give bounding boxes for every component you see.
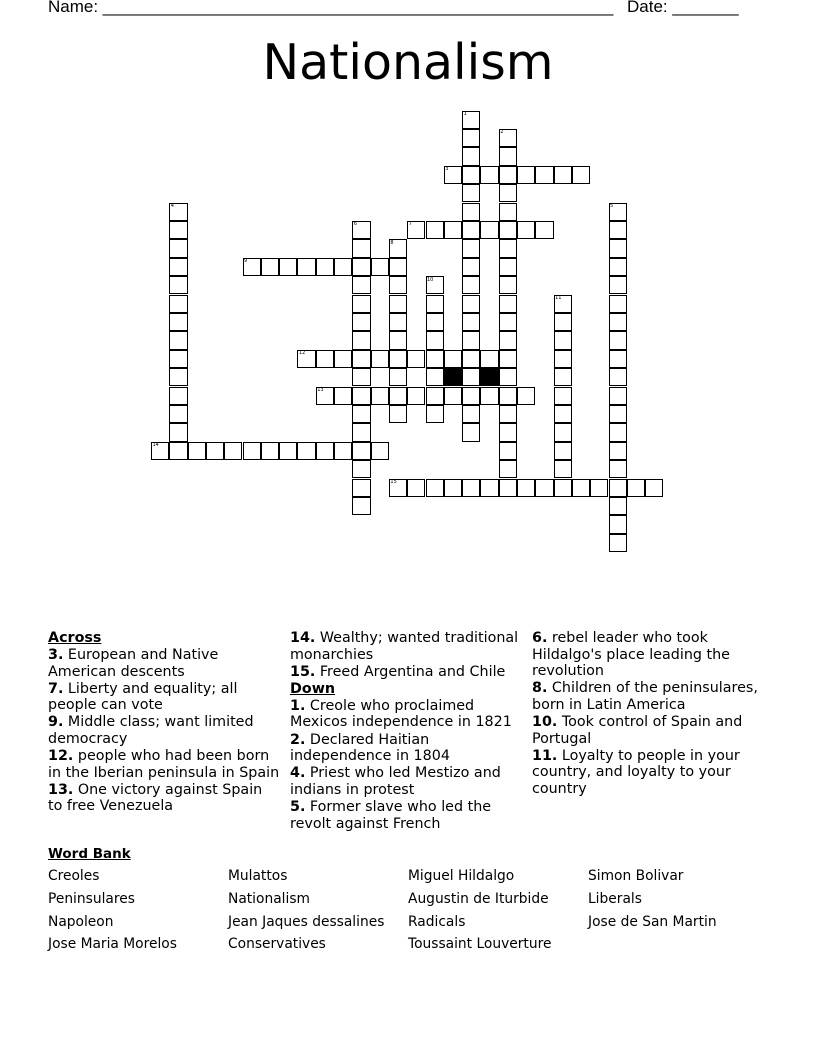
grid-cell[interactable] (352, 239, 370, 257)
grid-cell[interactable] (352, 442, 370, 460)
grid-cell[interactable] (334, 442, 352, 460)
grid-cell[interactable] (352, 295, 370, 313)
grid-cell[interactable] (426, 313, 444, 331)
grid-cell[interactable] (462, 221, 480, 239)
grid-cell[interactable] (352, 331, 370, 349)
word-bank-heading: Word Bank (48, 846, 131, 862)
grid-cell[interactable] (499, 147, 517, 165)
clue-text: people who had been born in the Iberian peninsula in Spain (48, 748, 280, 781)
grid-cell[interactable] (462, 423, 480, 441)
clue-number-label: 6 (353, 221, 357, 228)
clue-text: Wealthy; wanted traditional monarchies (290, 630, 519, 663)
word-bank-item: Jose de San Martin (588, 914, 717, 930)
grid-cell[interactable] (499, 239, 517, 257)
clue-number: 12. (48, 748, 74, 765)
clue-item (48, 681, 280, 714)
clue-text: Priest who led Mestizo and indians in protest (290, 765, 501, 798)
grid-cell[interactable] (462, 166, 480, 184)
grid-cell[interactable] (462, 184, 480, 202)
clue-item (532, 748, 764, 798)
grid-cell[interactable] (169, 423, 187, 441)
grid-cell[interactable] (535, 221, 553, 239)
grid-cell[interactable] (462, 313, 480, 331)
grid-cell[interactable] (334, 350, 352, 368)
grid-cell[interactable] (609, 405, 627, 423)
grid-cell[interactable] (499, 203, 517, 221)
grid-cell[interactable] (499, 184, 517, 202)
grid-cell[interactable] (426, 479, 444, 497)
grid-cell[interactable] (206, 442, 224, 460)
word-bank-item: Radicals (408, 914, 466, 930)
clue-number-label: 1 (463, 111, 467, 117)
grid-cell[interactable] (334, 258, 352, 276)
grid-cell[interactable] (389, 350, 407, 368)
grid-cell[interactable] (572, 166, 590, 184)
grid-cell[interactable] (352, 350, 370, 368)
name-field-label: Name: ______________________________________________________ (48, 0, 614, 16)
grid-cell[interactable] (426, 331, 444, 349)
grid-cell[interactable] (371, 442, 389, 460)
grid-cell[interactable] (609, 221, 627, 239)
clue-item (532, 680, 764, 713)
clues-column-3 (532, 630, 764, 798)
grid-cell[interactable] (554, 331, 572, 349)
grid-cell[interactable] (609, 423, 627, 441)
grid-cell[interactable] (243, 442, 261, 460)
grid-cell[interactable] (169, 258, 187, 276)
clue-number-label: 10 (427, 276, 434, 283)
clue-number: 2. (290, 731, 306, 748)
grid-cell[interactable] (169, 239, 187, 257)
grid-cell[interactable] (462, 129, 480, 147)
word-bank-item: Augustin de Iturbide (408, 891, 549, 907)
grid-cell[interactable] (554, 387, 572, 405)
grid-cell[interactable] (609, 350, 627, 368)
grid-cell[interactable] (279, 442, 297, 460)
clue-number: 15. (290, 663, 316, 680)
grid-cell[interactable] (609, 534, 627, 552)
grid-cell[interactable] (499, 331, 517, 349)
grid-cell[interactable] (462, 368, 480, 386)
grid-cell[interactable] (407, 387, 425, 405)
grid-cell[interactable] (169, 295, 187, 313)
clue-number-label: 13 (317, 387, 324, 393)
grid-cell[interactable] (609, 497, 627, 515)
grid-cell[interactable] (352, 258, 370, 276)
grid-cell[interactable] (407, 350, 425, 368)
grid-cell[interactable] (462, 331, 480, 349)
grid-cell[interactable] (480, 479, 498, 497)
clue-item (290, 664, 522, 681)
clue-text: Liberty and equality; all people can vote (48, 680, 238, 714)
clue-number: 4. (290, 765, 306, 782)
grid-cell[interactable] (316, 442, 334, 460)
grid-cell[interactable] (444, 350, 462, 368)
grid-cell[interactable] (389, 276, 407, 294)
grid-cell[interactable] (609, 276, 627, 294)
clue-number: 14. (290, 630, 316, 646)
grid-cell[interactable] (389, 405, 407, 423)
clue-number-label: 2 (500, 129, 504, 136)
grid-cell[interactable] (389, 368, 407, 386)
word-bank-item: Liberals (588, 891, 642, 907)
grid-cell[interactable] (462, 295, 480, 313)
grid-cell[interactable] (499, 368, 517, 386)
grid-cell[interactable] (554, 423, 572, 441)
grid-cell[interactable] (297, 258, 315, 276)
grid-cell[interactable] (334, 387, 352, 405)
grid-cell[interactable] (554, 350, 572, 368)
word-bank-item: Mulattos (228, 868, 288, 884)
grid-cell[interactable] (169, 313, 187, 331)
grid-cell[interactable] (462, 239, 480, 257)
word-bank-item: Creoles (48, 868, 100, 884)
grid-cell[interactable] (517, 166, 535, 184)
grid-cell[interactable] (462, 387, 480, 405)
word-bank-item: Nationalism (228, 891, 310, 907)
grid-cell[interactable] (499, 387, 517, 405)
clue-text: Middle class; want limited democracy (48, 714, 254, 748)
clue-section-heading: Across (48, 630, 102, 646)
grid-cell[interactable] (371, 350, 389, 368)
word-bank-item: Jose Maria Morelos (48, 936, 177, 952)
clue-text: Children of the peninsulares, born in Latin America (532, 680, 758, 713)
grid-cell[interactable] (426, 221, 444, 239)
grid-cell[interactable] (627, 479, 645, 497)
grid-cell[interactable] (609, 479, 627, 497)
grid-cell[interactable] (169, 331, 187, 349)
grid-cell[interactable] (169, 405, 187, 423)
clue-number-label: 3 (445, 166, 449, 173)
grid-cell[interactable] (426, 405, 444, 423)
grid-cell[interactable] (609, 313, 627, 331)
grid-cell[interactable] (609, 239, 627, 257)
grid-block (480, 368, 498, 386)
grid-cell[interactable] (462, 258, 480, 276)
grid-cell[interactable] (462, 276, 480, 294)
clue-text: Creole who proclaimed Mexicos independence in 1821 (290, 697, 512, 731)
word-bank-item: Napoleon (48, 914, 114, 930)
grid-cell[interactable] (169, 276, 187, 294)
grid-cell[interactable] (444, 221, 462, 239)
clue-number: 10. (532, 713, 558, 730)
grid-cell[interactable] (352, 497, 370, 515)
grid-cell[interactable] (517, 221, 535, 239)
clue-number: 6. (532, 630, 548, 646)
grid-cell[interactable] (609, 295, 627, 313)
clue-text: Loyalty to people in your country, and loyalty to your country (532, 747, 740, 797)
grid-cell[interactable] (554, 442, 572, 460)
clue-text: Freed Argentina and Chile (315, 663, 506, 680)
grid-cell[interactable] (389, 295, 407, 313)
grid-cell[interactable] (316, 258, 334, 276)
grid-block (444, 368, 462, 386)
clue-number-label: 4 (170, 203, 174, 209)
word-bank-item: Jean Jaques dessalines (228, 914, 385, 930)
grid-cell[interactable] (609, 515, 627, 533)
clue-text: Declared Haitian independence in 1804 (290, 731, 450, 765)
clue-number: 7. (48, 680, 64, 697)
grid-cell[interactable] (407, 479, 425, 497)
clue-number: 1. (290, 697, 306, 714)
grid-cell[interactable] (609, 368, 627, 386)
clue-number: 13. (48, 781, 74, 798)
grid-cell[interactable] (169, 221, 187, 239)
grid-cell[interactable] (499, 313, 517, 331)
clue-text: rebel leader who took Hildalgo's place leading the revolution (532, 630, 730, 680)
grid-cell[interactable] (371, 387, 389, 405)
grid-cell[interactable] (444, 387, 462, 405)
clue-item (532, 630, 764, 680)
grid-cell[interactable] (426, 295, 444, 313)
clue-number: 3. (48, 647, 64, 664)
grid-cell[interactable] (188, 442, 206, 460)
grid-cell[interactable] (609, 460, 627, 478)
grid-cell[interactable] (499, 258, 517, 276)
grid-cell[interactable] (352, 479, 370, 497)
clue-text: Former slave who led the revolt against French (290, 798, 492, 832)
grid-cell[interactable] (517, 387, 535, 405)
clue-number: 11. (532, 747, 558, 764)
grid-cell[interactable] (535, 166, 553, 184)
clue-item (48, 782, 280, 815)
grid-cell[interactable] (499, 423, 517, 441)
grid-cell[interactable] (279, 258, 297, 276)
grid-cell[interactable] (297, 442, 315, 460)
grid-cell[interactable] (572, 479, 590, 497)
grid-cell[interactable] (499, 442, 517, 460)
grid-cell[interactable] (499, 276, 517, 294)
grid-cell[interactable] (554, 479, 572, 497)
grid-cell[interactable] (499, 350, 517, 368)
grid-cell[interactable] (316, 350, 334, 368)
grid-cell[interactable] (480, 166, 498, 184)
grid-cell[interactable] (352, 276, 370, 294)
grid-cell[interactable] (389, 331, 407, 349)
grid-cell[interactable] (517, 479, 535, 497)
clues-column-2 (290, 630, 522, 833)
word-bank-item: Toussaint Louverture (408, 936, 552, 952)
clue-text: One victory against Spain to free Venezuela (48, 781, 263, 815)
grid-cell[interactable] (499, 295, 517, 313)
grid-cell[interactable] (590, 479, 608, 497)
grid-cell[interactable] (554, 166, 572, 184)
clue-item (290, 698, 522, 731)
grid-cell[interactable] (462, 147, 480, 165)
word-bank-item: Simon Bolivar (588, 868, 684, 884)
grid-cell[interactable] (169, 387, 187, 405)
grid-cell[interactable] (609, 442, 627, 460)
grid-cell[interactable] (261, 442, 279, 460)
grid-cell[interactable] (426, 387, 444, 405)
grid-cell[interactable] (169, 368, 187, 386)
grid-cell[interactable] (499, 479, 517, 497)
clue-number-label: 8 (390, 239, 394, 246)
grid-cell[interactable] (554, 368, 572, 386)
grid-cell[interactable] (426, 368, 444, 386)
clue-number-label: 9 (244, 258, 248, 265)
clue-number-label: 5 (610, 203, 614, 209)
grid-cell[interactable] (389, 387, 407, 405)
grid-cell[interactable] (389, 313, 407, 331)
grid-cell[interactable] (352, 387, 370, 405)
clue-item (290, 732, 522, 765)
grid-cell[interactable] (462, 203, 480, 221)
clue-item (532, 714, 764, 747)
clue-number: 8. (532, 680, 548, 697)
clue-number-label: 11 (555, 295, 562, 301)
grid-cell[interactable] (224, 442, 242, 460)
grid-cell[interactable] (371, 258, 389, 276)
clue-text: European and Native American descents (48, 647, 219, 680)
grid-cell[interactable] (352, 313, 370, 331)
clue-number-label: 15 (390, 479, 397, 485)
grid-cell[interactable] (554, 405, 572, 423)
clue-number-label: 7 (408, 221, 412, 228)
grid-cell[interactable] (169, 350, 187, 368)
grid-cell[interactable] (480, 350, 498, 368)
grid-cell[interactable] (352, 423, 370, 441)
clue-number-label: 12 (298, 350, 306, 357)
date-field-label: Date: _______ (627, 0, 739, 16)
word-bank-item: Peninsulares (48, 891, 135, 907)
grid-cell[interactable] (462, 405, 480, 423)
clue-number: 5. (290, 798, 306, 815)
grid-cell[interactable] (645, 479, 663, 497)
grid-cell[interactable] (609, 331, 627, 349)
word-bank-item: Miguel Hildalgo (408, 868, 515, 884)
grid-cell[interactable] (499, 166, 517, 184)
clue-item (290, 630, 522, 663)
clue-item (48, 647, 280, 680)
grid-cell[interactable] (480, 221, 498, 239)
clue-number-label: 14 (152, 442, 159, 449)
grid-cell[interactable] (499, 460, 517, 478)
clue-number: 9. (48, 714, 64, 731)
grid-cell[interactable] (462, 479, 480, 497)
clue-item (48, 748, 280, 781)
grid-cell[interactable] (609, 387, 627, 405)
grid-cell[interactable] (554, 313, 572, 331)
grid-cell[interactable] (480, 387, 498, 405)
grid-cell[interactable] (352, 368, 370, 386)
clue-item (290, 765, 522, 798)
grid-cell[interactable] (499, 221, 517, 239)
clue-item (290, 799, 522, 832)
grid-cell[interactable] (535, 479, 553, 497)
grid-cell[interactable] (426, 350, 444, 368)
grid-cell[interactable] (169, 442, 187, 460)
grid-cell[interactable] (352, 405, 370, 423)
clue-section-heading: Down (290, 680, 336, 697)
grid-cell[interactable] (389, 258, 407, 276)
grid-cell[interactable] (352, 460, 370, 478)
grid-cell[interactable] (462, 350, 480, 368)
grid-cell[interactable] (261, 258, 279, 276)
clue-item (48, 714, 280, 747)
page-title: Nationalism (262, 34, 554, 91)
grid-cell[interactable] (444, 479, 462, 497)
word-bank-item: Conservatives (228, 936, 326, 952)
grid-cell[interactable] (609, 258, 627, 276)
clue-text: Took control of Spain and Portugal (532, 713, 743, 747)
clues-column-1 (48, 630, 280, 816)
grid-cell[interactable] (554, 460, 572, 478)
grid-cell[interactable] (499, 405, 517, 423)
